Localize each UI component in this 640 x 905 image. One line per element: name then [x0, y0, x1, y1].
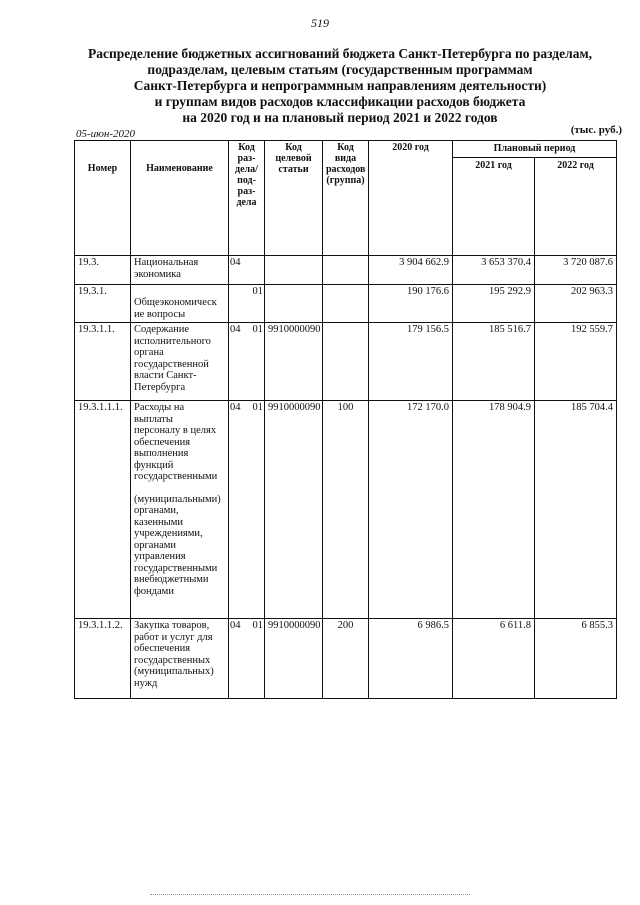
row-csr: 9910000090: [265, 323, 323, 401]
row-2022: 3 720 087.6: [535, 256, 617, 285]
header-razdel: [229, 141, 265, 256]
row-2022: 6 855.3: [535, 619, 617, 699]
header-razdel-line: дела/: [235, 164, 258, 175]
header-csr-line: Код: [285, 142, 302, 153]
row-2021: 3 653 370.4: [453, 256, 535, 285]
row-name-line: выполнения: [134, 448, 189, 459]
row-name-line: выплаты: [134, 413, 173, 425]
row-razdel: [229, 285, 265, 323]
row-2022: 202 963.3: [535, 285, 617, 323]
row-razdel: [229, 401, 265, 619]
row-name-line: Расходы на: [134, 402, 185, 413]
row-name-line: Содержание: [134, 324, 190, 335]
row-name-line: казенными: [134, 516, 183, 528]
row-razdel: [229, 323, 265, 401]
row-name-line: (муниципальными): [134, 493, 221, 505]
row-name: [131, 619, 229, 699]
title-line: Распределение бюджетных ассигнований бюджета Санкт-Петербурга по разделам,: [87, 46, 593, 61]
row-pr: 01: [252, 402, 263, 413]
row-razdel: [229, 619, 265, 699]
row-name-line: учреждениями,: [134, 528, 203, 539]
title-line: и группам видов расходов классификации расходов бюджета: [154, 94, 526, 109]
row-pr: 01: [252, 324, 263, 335]
row-2020: 190 176.6: [369, 285, 453, 323]
row-2021: 178 904.9: [453, 401, 535, 619]
header-number: Номер: [75, 141, 131, 256]
date-label: 05-июн-2020: [76, 128, 136, 140]
header-razdel-line: раз-: [237, 186, 256, 197]
row-2021: 195 292.9: [453, 285, 535, 323]
row-name-line: экономика: [134, 268, 181, 280]
table-row: [75, 619, 617, 699]
row-csr: [265, 256, 323, 285]
row-name-line: персоналу в целях: [134, 425, 217, 436]
row-name-line: Петербурга: [134, 381, 186, 393]
title-line: подразделам, целевым статьям (государственным программам: [147, 62, 533, 77]
row-name-line: органа: [134, 347, 164, 358]
row-2020: 179 156.5: [369, 323, 453, 401]
row-2020: 3 904 662.9: [369, 256, 453, 285]
row-2021: 185 516.7: [453, 323, 535, 401]
row-rz: 04: [230, 257, 241, 268]
title-line: на 2020 год и на плановый период 2021 и 2022 годов: [182, 110, 498, 125]
row-name: [131, 401, 229, 619]
header-vr-line: (группа): [326, 175, 365, 186]
page-number: 519: [311, 16, 329, 30]
row-number: 19.3.1.1.1.: [75, 401, 131, 619]
row-razdel: [229, 256, 265, 285]
row-number: 19.3.: [75, 256, 131, 285]
row-pr: 01: [252, 286, 263, 297]
row-2020: 6 986.5: [369, 619, 453, 699]
row-number: 19.3.1.1.: [75, 323, 131, 401]
budget-table: [74, 140, 617, 699]
header-razdel-line: раз-: [237, 153, 256, 164]
document-title: [80, 46, 600, 126]
table-row: [75, 401, 617, 619]
row-name-line: [134, 483, 225, 494]
header-csr-line: статьи: [278, 164, 309, 175]
row-name-line: обеспечения: [134, 643, 191, 654]
row-name-line: Общеэкономическ: [134, 297, 217, 308]
row-vr: [323, 256, 369, 285]
row-pr: 01: [252, 620, 263, 631]
header-razdel-line: Код: [238, 142, 255, 153]
header-planned-period: Плановый период: [453, 141, 617, 158]
row-rz: 04: [230, 620, 241, 631]
row-name: [131, 256, 229, 285]
row-name-line: Национальная: [134, 257, 199, 268]
row-name-line: органами: [134, 539, 177, 551]
units-label: (тыс. руб.): [570, 124, 622, 136]
row-name: [131, 285, 229, 323]
row-name-line: государственными: [134, 562, 218, 574]
row-name-line: государственной: [134, 358, 209, 370]
row-vr: 100: [323, 401, 369, 619]
row-2022: 192 559.7: [535, 323, 617, 401]
row-csr: 9910000090: [265, 619, 323, 699]
row-rz: 04: [230, 402, 241, 413]
row-name-line: государственных: [134, 654, 211, 666]
header-2021: 2021 год: [453, 158, 535, 256]
row-name-line: Закупка товаров,: [134, 620, 210, 631]
row-name-line: (муниципальных): [134, 666, 214, 677]
row-name-line: нужд: [134, 677, 158, 689]
row-name-line: органами,: [134, 505, 179, 516]
row-name-line: обеспечения: [134, 436, 191, 448]
table-row: [75, 323, 617, 401]
row-csr: 9910000090: [265, 401, 323, 619]
header-vr-line: Код: [337, 142, 354, 153]
table-row: [75, 256, 617, 285]
row-name-line: власти Санкт-: [134, 370, 197, 381]
row-name-line: внебюджетными: [134, 574, 209, 585]
row-name-line: [134, 286, 225, 297]
row-name-line: управления: [134, 551, 186, 562]
header-razdel-line: дела: [236, 197, 257, 208]
table-row: [75, 285, 617, 323]
row-2020: 172 170.0: [369, 401, 453, 619]
header-2022: 2022 год: [535, 158, 617, 256]
row-number: 19.3.1.: [75, 285, 131, 323]
header-csr-line: целевой: [275, 153, 312, 164]
row-rz: 04: [230, 324, 241, 335]
footer-scan-marks: [150, 894, 470, 898]
row-name-line: государственными: [134, 471, 218, 482]
header-csr: [265, 141, 323, 256]
row-name-line: фондами: [134, 585, 174, 597]
row-vr: [323, 323, 369, 401]
header-vr: [323, 141, 369, 256]
row-2022: 185 704.4: [535, 401, 617, 619]
row-vr: 200: [323, 619, 369, 699]
header-name: Наименование: [131, 141, 229, 256]
row-name-line: функций: [134, 459, 174, 471]
row-name-line: исполнительного: [134, 335, 211, 347]
header-vr-line: вида: [334, 153, 357, 164]
row-csr: [265, 285, 323, 323]
title-line: Санкт-Петербурга и непрограммным направлениям деятельности): [133, 78, 547, 93]
row-name-line: ие вопросы: [134, 308, 186, 320]
header-vr-line: расходов: [326, 164, 366, 175]
row-2021: 6 611.8: [453, 619, 535, 699]
row-name: [131, 323, 229, 401]
header-2020: 2020 год: [369, 141, 453, 256]
header-razdel-line: под-: [237, 175, 256, 186]
row-vr: [323, 285, 369, 323]
row-name-line: работ и услуг для: [134, 631, 213, 643]
row-number: 19.3.1.1.2.: [75, 619, 131, 699]
